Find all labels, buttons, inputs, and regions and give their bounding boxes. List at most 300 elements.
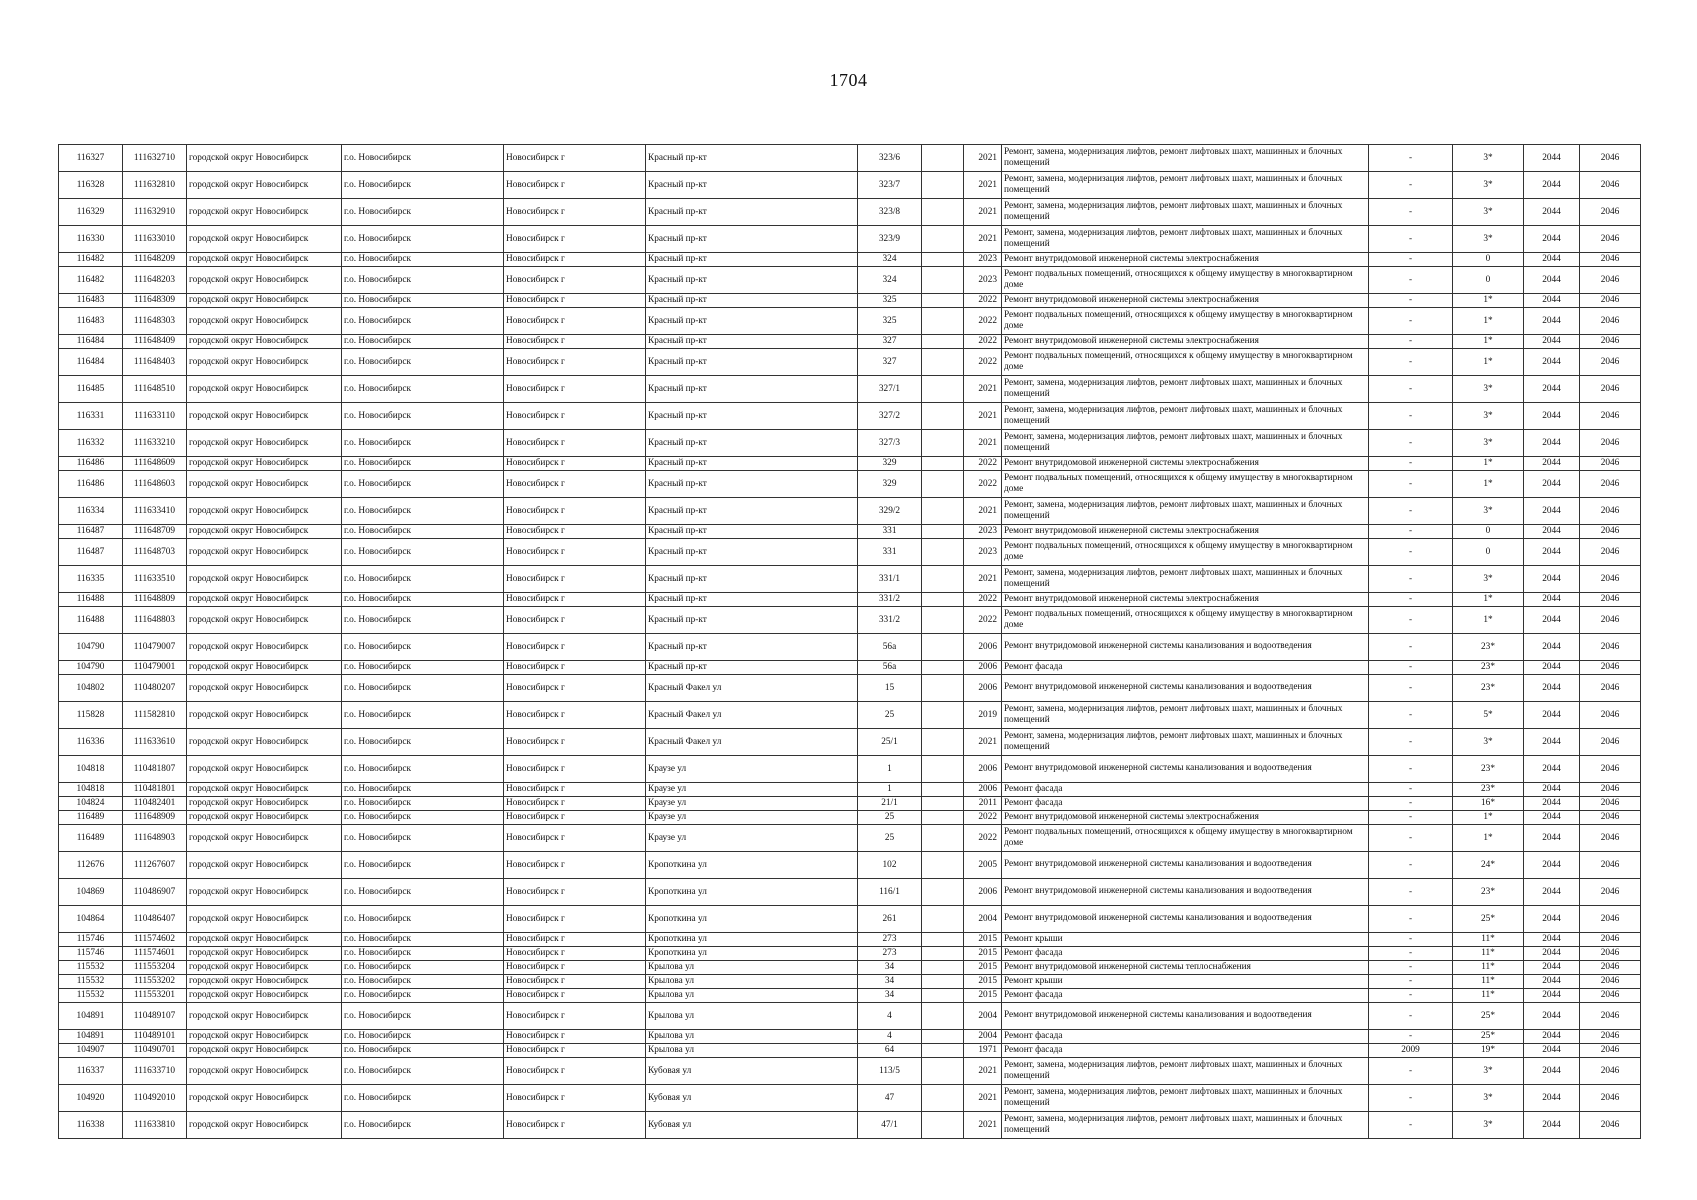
cell-street: Кропоткина ул: [646, 852, 858, 879]
cell-year-last-repair: -: [1369, 430, 1453, 457]
cell-wear: 3*: [1453, 172, 1524, 199]
cell-building: [922, 267, 964, 294]
cell-house-id: 104818: [59, 756, 123, 783]
cell-year-built: 2023: [964, 525, 1002, 539]
table-row: [59, 457, 1641, 471]
cell-work-type: Ремонт подвальных помещений, относящихся к общему имуществу в многоквартирном доме: [1002, 539, 1369, 566]
cell-settlement-short: г.о. Новосибирск: [342, 975, 504, 989]
cell-house-id: 116487: [59, 525, 123, 539]
capital-repair-table: [58, 144, 1641, 1139]
cell-house-id: 115532: [59, 975, 123, 989]
cell-plan-year-end: 2046: [1580, 947, 1641, 961]
cell-house-id: 116482: [59, 267, 123, 294]
cell-work-type: Ремонт подвальных помещений, относящихся к общему имуществу в многоквартирном доме: [1002, 607, 1369, 634]
cell-house-id: 104790: [59, 661, 123, 675]
cell-plan-year-start: 2044: [1524, 661, 1580, 675]
cell-house-number: 21/1: [858, 797, 922, 811]
cell-municipality: городской округ Новосибирск: [187, 702, 342, 729]
cell-plan-year-end: 2046: [1580, 525, 1641, 539]
cell-municipality: городской округ Новосибирск: [187, 1044, 342, 1058]
cell-year-built: 2006: [964, 879, 1002, 906]
cell-record-id: 111632710: [123, 145, 187, 172]
cell-house-id: 116489: [59, 811, 123, 825]
cell-locality: Новосибирск г: [504, 349, 646, 376]
cell-house-number: 1: [858, 756, 922, 783]
cell-street: Красный пр-кт: [646, 457, 858, 471]
cell-plan-year-start: 2044: [1524, 457, 1580, 471]
cell-wear: 1*: [1453, 607, 1524, 634]
cell-street: Крылова ул: [646, 1003, 858, 1030]
cell-building: [922, 172, 964, 199]
cell-locality: Новосибирск г: [504, 457, 646, 471]
cell-settlement-short: г.о. Новосибирск: [342, 783, 504, 797]
cell-street: Краузе ул: [646, 756, 858, 783]
cell-plan-year-start: 2044: [1524, 975, 1580, 989]
cell-plan-year-end: 2046: [1580, 1030, 1641, 1044]
cell-house-number: 1: [858, 783, 922, 797]
cell-wear: 16*: [1453, 797, 1524, 811]
cell-building: [922, 539, 964, 566]
cell-wear: 3*: [1453, 1112, 1524, 1139]
cell-street: Красный Факел ул: [646, 675, 858, 702]
table-row: [59, 879, 1641, 906]
cell-work-type: Ремонт внутридомовой инженерной системы канализования и водоотведения: [1002, 756, 1369, 783]
cell-locality: Новосибирск г: [504, 253, 646, 267]
cell-street: Краузе ул: [646, 783, 858, 797]
cell-work-type: Ремонт фасада: [1002, 947, 1369, 961]
cell-municipality: городской округ Новосибирск: [187, 1003, 342, 1030]
cell-house-id: 116334: [59, 498, 123, 525]
cell-plan-year-start: 2044: [1524, 335, 1580, 349]
cell-plan-year-start: 2044: [1524, 729, 1580, 756]
cell-house-number: 327/1: [858, 376, 922, 403]
cell-year-last-repair: -: [1369, 172, 1453, 199]
cell-house-number: 327: [858, 335, 922, 349]
cell-work-type: Ремонт, замена, модернизация лифтов, ремонт лифтовых шахт, машинных и блочных помещений: [1002, 199, 1369, 226]
cell-record-id: 111582810: [123, 702, 187, 729]
cell-locality: Новосибирск г: [504, 308, 646, 335]
cell-plan-year-start: 2044: [1524, 471, 1580, 498]
table-body: [59, 145, 1641, 1139]
cell-house-id: 116488: [59, 593, 123, 607]
cell-locality: Новосибирск г: [504, 335, 646, 349]
cell-record-id: 110486907: [123, 879, 187, 906]
cell-wear: 3*: [1453, 430, 1524, 457]
cell-locality: Новосибирск г: [504, 376, 646, 403]
cell-year-built: 2022: [964, 335, 1002, 349]
cell-plan-year-end: 2046: [1580, 825, 1641, 852]
cell-work-type: Ремонт подвальных помещений, относящихся к общему имуществу в многоквартирном доме: [1002, 349, 1369, 376]
cell-year-last-repair: -: [1369, 1058, 1453, 1085]
cell-year-last-repair: -: [1369, 634, 1453, 661]
cell-house-id: 104864: [59, 906, 123, 933]
table-row: [59, 756, 1641, 783]
cell-work-type: Ремонт подвальных помещений, относящихся к общему имуществу в многоквартирном доме: [1002, 267, 1369, 294]
cell-house-id: 112676: [59, 852, 123, 879]
cell-year-last-repair: 2009: [1369, 1044, 1453, 1058]
cell-year-built: 2015: [964, 961, 1002, 975]
cell-house-number: 34: [858, 989, 922, 1003]
cell-year-last-repair: -: [1369, 566, 1453, 593]
cell-year-last-repair: -: [1369, 797, 1453, 811]
cell-plan-year-end: 2046: [1580, 811, 1641, 825]
table-row: [59, 975, 1641, 989]
cell-record-id: 111648409: [123, 335, 187, 349]
cell-municipality: городской округ Новосибирск: [187, 349, 342, 376]
cell-house-number: 56а: [858, 634, 922, 661]
cell-building: [922, 825, 964, 852]
cell-settlement-short: г.о. Новосибирск: [342, 593, 504, 607]
cell-wear: 11*: [1453, 989, 1524, 1003]
table-row: [59, 1112, 1641, 1139]
cell-record-id: 110490701: [123, 1044, 187, 1058]
cell-street: Крылова ул: [646, 989, 858, 1003]
cell-house-number: 324: [858, 267, 922, 294]
cell-record-id: 111553204: [123, 961, 187, 975]
cell-plan-year-end: 2046: [1580, 335, 1641, 349]
cell-plan-year-start: 2044: [1524, 675, 1580, 702]
cell-settlement-short: г.о. Новосибирск: [342, 989, 504, 1003]
cell-settlement-short: г.о. Новосибирск: [342, 145, 504, 172]
cell-work-type: Ремонт крыши: [1002, 975, 1369, 989]
cell-plan-year-start: 2044: [1524, 825, 1580, 852]
cell-locality: Новосибирск г: [504, 702, 646, 729]
table-row: [59, 906, 1641, 933]
cell-record-id: 111633510: [123, 566, 187, 593]
cell-house-id: 116336: [59, 729, 123, 756]
cell-year-built: 2022: [964, 607, 1002, 634]
cell-settlement-short: г.о. Новосибирск: [342, 525, 504, 539]
cell-locality: Новосибирск г: [504, 172, 646, 199]
cell-building: [922, 430, 964, 457]
cell-work-type: Ремонт, замена, модернизация лифтов, ремонт лифтовых шахт, машинных и блочных помещений: [1002, 376, 1369, 403]
table-row: [59, 797, 1641, 811]
cell-house-id: 115746: [59, 947, 123, 961]
cell-year-built: 2021: [964, 172, 1002, 199]
cell-municipality: городской округ Новосибирск: [187, 933, 342, 947]
cell-street: Красный пр-кт: [646, 430, 858, 457]
cell-plan-year-end: 2046: [1580, 294, 1641, 308]
cell-wear: 23*: [1453, 879, 1524, 906]
cell-house-id: 116328: [59, 172, 123, 199]
cell-building: [922, 961, 964, 975]
cell-locality: Новосибирск г: [504, 852, 646, 879]
cell-street: Красный пр-кт: [646, 403, 858, 430]
cell-municipality: городской округ Новосибирск: [187, 825, 342, 852]
cell-record-id: 111648709: [123, 525, 187, 539]
table-row: [59, 376, 1641, 403]
cell-settlement-short: г.о. Новосибирск: [342, 172, 504, 199]
cell-work-type: Ремонт, замена, модернизация лифтов, ремонт лифтовых шахт, машинных и блочных помещений: [1002, 566, 1369, 593]
cell-house-id: 116484: [59, 349, 123, 376]
cell-settlement-short: г.о. Новосибирск: [342, 403, 504, 430]
cell-record-id: 111633810: [123, 1112, 187, 1139]
cell-wear: 3*: [1453, 403, 1524, 430]
cell-municipality: городской округ Новосибирск: [187, 539, 342, 566]
cell-plan-year-end: 2046: [1580, 349, 1641, 376]
cell-work-type: Ремонт внутридомовой инженерной системы электроснабжения: [1002, 525, 1369, 539]
cell-work-type: Ремонт подвальных помещений, относящихся к общему имуществу в многоквартирном доме: [1002, 471, 1369, 498]
cell-wear: 1*: [1453, 294, 1524, 308]
cell-year-last-repair: -: [1369, 471, 1453, 498]
cell-work-type: Ремонт внутридомовой инженерной системы канализования и водоотведения: [1002, 675, 1369, 702]
cell-settlement-short: г.о. Новосибирск: [342, 634, 504, 661]
cell-municipality: городской округ Новосибирск: [187, 471, 342, 498]
table-row: [59, 702, 1641, 729]
cell-record-id: 110480207: [123, 675, 187, 702]
cell-municipality: городской округ Новосибирск: [187, 811, 342, 825]
cell-building: [922, 498, 964, 525]
cell-year-last-repair: -: [1369, 906, 1453, 933]
cell-locality: Новосибирск г: [504, 783, 646, 797]
cell-building: [922, 729, 964, 756]
cell-municipality: городской округ Новосибирск: [187, 947, 342, 961]
cell-locality: Новосибирск г: [504, 989, 646, 1003]
cell-year-built: 2006: [964, 675, 1002, 702]
cell-wear: 23*: [1453, 783, 1524, 797]
table-row: [59, 933, 1641, 947]
cell-settlement-short: г.о. Новосибирск: [342, 852, 504, 879]
cell-house-id: 104824: [59, 797, 123, 811]
cell-building: [922, 975, 964, 989]
cell-year-built: 2021: [964, 145, 1002, 172]
cell-plan-year-end: 2046: [1580, 376, 1641, 403]
cell-street: Красный пр-кт: [646, 172, 858, 199]
cell-wear: 1*: [1453, 811, 1524, 825]
cell-year-last-repair: -: [1369, 1030, 1453, 1044]
cell-record-id: 110489107: [123, 1003, 187, 1030]
cell-house-number: 325: [858, 308, 922, 335]
cell-plan-year-end: 2046: [1580, 797, 1641, 811]
cell-plan-year-start: 2044: [1524, 1003, 1580, 1030]
cell-settlement-short: г.о. Новосибирск: [342, 566, 504, 593]
cell-work-type: Ремонт фасада: [1002, 783, 1369, 797]
cell-settlement-short: г.о. Новосибирск: [342, 1112, 504, 1139]
cell-plan-year-end: 2046: [1580, 172, 1641, 199]
cell-locality: Новосибирск г: [504, 756, 646, 783]
cell-wear: 3*: [1453, 145, 1524, 172]
cell-year-built: 2021: [964, 1085, 1002, 1112]
cell-building: [922, 797, 964, 811]
cell-settlement-short: г.о. Новосибирск: [342, 702, 504, 729]
table-row: [59, 430, 1641, 457]
cell-year-built: 2015: [964, 947, 1002, 961]
table-row: [59, 172, 1641, 199]
cell-house-id: 116330: [59, 226, 123, 253]
cell-plan-year-end: 2046: [1580, 675, 1641, 702]
cell-locality: Новосибирск г: [504, 471, 646, 498]
cell-house-id: 104920: [59, 1085, 123, 1112]
cell-house-id: 104907: [59, 1044, 123, 1058]
cell-street: Красный пр-кт: [646, 539, 858, 566]
cell-year-built: 2006: [964, 634, 1002, 661]
cell-street: Красный пр-кт: [646, 634, 858, 661]
table-row: [59, 145, 1641, 172]
cell-street: Красный пр-кт: [646, 335, 858, 349]
cell-house-id: 116482: [59, 253, 123, 267]
cell-settlement-short: г.о. Новосибирск: [342, 675, 504, 702]
cell-house-id: 115532: [59, 989, 123, 1003]
table-row: [59, 335, 1641, 349]
cell-wear: 3*: [1453, 1058, 1524, 1085]
cell-street: Красный пр-кт: [646, 308, 858, 335]
cell-building: [922, 1058, 964, 1085]
cell-plan-year-start: 2044: [1524, 961, 1580, 975]
cell-house-id: 116484: [59, 335, 123, 349]
cell-settlement-short: г.о. Новосибирск: [342, 1058, 504, 1085]
cell-wear: 1*: [1453, 825, 1524, 852]
cell-building: [922, 145, 964, 172]
cell-plan-year-start: 2044: [1524, 349, 1580, 376]
cell-wear: 1*: [1453, 335, 1524, 349]
cell-house-id: 104790: [59, 634, 123, 661]
cell-building: [922, 702, 964, 729]
cell-locality: Новосибирск г: [504, 947, 646, 961]
cell-building: [922, 335, 964, 349]
cell-building: [922, 1030, 964, 1044]
cell-plan-year-end: 2046: [1580, 661, 1641, 675]
cell-year-built: 2022: [964, 308, 1002, 335]
cell-plan-year-end: 2046: [1580, 729, 1641, 756]
cell-building: [922, 675, 964, 702]
cell-work-type: Ремонт фасада: [1002, 797, 1369, 811]
cell-wear: 11*: [1453, 975, 1524, 989]
cell-street: Красный пр-кт: [646, 525, 858, 539]
cell-house-number: 329: [858, 457, 922, 471]
table-row: [59, 294, 1641, 308]
cell-year-built: 2011: [964, 797, 1002, 811]
cell-year-built: 2022: [964, 349, 1002, 376]
cell-year-built: 2021: [964, 430, 1002, 457]
cell-plan-year-end: 2046: [1580, 539, 1641, 566]
table-row: [59, 267, 1641, 294]
cell-locality: Новосибирск г: [504, 593, 646, 607]
cell-settlement-short: г.о. Новосибирск: [342, 1085, 504, 1112]
cell-locality: Новосибирск г: [504, 145, 646, 172]
cell-plan-year-start: 2044: [1524, 607, 1580, 634]
cell-house-id: 116483: [59, 294, 123, 308]
cell-plan-year-end: 2046: [1580, 975, 1641, 989]
cell-record-id: 111632910: [123, 199, 187, 226]
cell-wear: 1*: [1453, 593, 1524, 607]
cell-plan-year-start: 2044: [1524, 947, 1580, 961]
cell-house-number: 331: [858, 525, 922, 539]
cell-settlement-short: г.о. Новосибирск: [342, 539, 504, 566]
cell-year-built: 1971: [964, 1044, 1002, 1058]
cell-year-built: 2022: [964, 825, 1002, 852]
cell-work-type: Ремонт внутридомовой инженерной системы электроснабжения: [1002, 811, 1369, 825]
cell-house-number: 325: [858, 294, 922, 308]
cell-house-number: 323/6: [858, 145, 922, 172]
cell-settlement-short: г.о. Новосибирск: [342, 267, 504, 294]
cell-street: Красный пр-кт: [646, 376, 858, 403]
cell-year-built: 2006: [964, 783, 1002, 797]
cell-locality: Новосибирск г: [504, 825, 646, 852]
cell-plan-year-end: 2046: [1580, 199, 1641, 226]
cell-municipality: городской округ Новосибирск: [187, 906, 342, 933]
cell-wear: 0: [1453, 525, 1524, 539]
cell-wear: 3*: [1453, 566, 1524, 593]
cell-year-last-repair: -: [1369, 1112, 1453, 1139]
cell-street: Красный пр-кт: [646, 607, 858, 634]
cell-street: Красный пр-кт: [646, 226, 858, 253]
cell-year-last-repair: -: [1369, 403, 1453, 430]
cell-plan-year-end: 2046: [1580, 1003, 1641, 1030]
cell-plan-year-start: 2044: [1524, 593, 1580, 607]
cell-year-built: 2023: [964, 253, 1002, 267]
cell-house-id: 116338: [59, 1112, 123, 1139]
cell-year-last-repair: -: [1369, 702, 1453, 729]
table-row: [59, 199, 1641, 226]
cell-plan-year-start: 2044: [1524, 253, 1580, 267]
cell-municipality: городской округ Новосибирск: [187, 376, 342, 403]
cell-plan-year-end: 2046: [1580, 1085, 1641, 1112]
cell-settlement-short: г.о. Новосибирск: [342, 253, 504, 267]
cell-year-last-repair: -: [1369, 525, 1453, 539]
cell-work-type: Ремонт, замена, модернизация лифтов, ремонт лифтовых шахт, машинных и блочных помещений: [1002, 498, 1369, 525]
cell-plan-year-end: 2046: [1580, 430, 1641, 457]
cell-year-last-repair: -: [1369, 376, 1453, 403]
cell-work-type: Ремонт фасада: [1002, 1044, 1369, 1058]
cell-year-built: 2022: [964, 593, 1002, 607]
cell-settlement-short: г.о. Новосибирск: [342, 471, 504, 498]
cell-year-last-repair: -: [1369, 756, 1453, 783]
cell-year-built: 2005: [964, 852, 1002, 879]
cell-plan-year-start: 2044: [1524, 797, 1580, 811]
cell-work-type: Ремонт подвальных помещений, относящихся к общему имуществу в многоквартирном доме: [1002, 308, 1369, 335]
cell-year-built: 2021: [964, 1112, 1002, 1139]
cell-record-id: 111648809: [123, 593, 187, 607]
cell-year-last-repair: -: [1369, 1085, 1453, 1112]
cell-settlement-short: г.о. Новосибирск: [342, 294, 504, 308]
cell-record-id: 110482401: [123, 797, 187, 811]
cell-municipality: городской округ Новосибирск: [187, 267, 342, 294]
cell-house-id: 116489: [59, 825, 123, 852]
cell-house-id: 104802: [59, 675, 123, 702]
cell-house-number: 47/1: [858, 1112, 922, 1139]
cell-wear: 11*: [1453, 961, 1524, 975]
cell-building: [922, 376, 964, 403]
cell-settlement-short: г.о. Новосибирск: [342, 457, 504, 471]
cell-year-built: 2004: [964, 1003, 1002, 1030]
cell-wear: 1*: [1453, 349, 1524, 376]
cell-wear: 23*: [1453, 675, 1524, 702]
cell-work-type: Ремонт внутридомовой инженерной системы электроснабжения: [1002, 457, 1369, 471]
cell-house-number: 34: [858, 961, 922, 975]
cell-plan-year-end: 2046: [1580, 756, 1641, 783]
cell-plan-year-end: 2046: [1580, 471, 1641, 498]
cell-wear: 3*: [1453, 729, 1524, 756]
table-row: [59, 607, 1641, 634]
cell-settlement-short: г.о. Новосибирск: [342, 430, 504, 457]
cell-municipality: городской округ Новосибирск: [187, 1112, 342, 1139]
table-row: [59, 961, 1641, 975]
cell-record-id: 110479001: [123, 661, 187, 675]
cell-settlement-short: г.о. Новосибирск: [342, 797, 504, 811]
cell-house-number: 113/5: [858, 1058, 922, 1085]
cell-plan-year-start: 2044: [1524, 811, 1580, 825]
cell-work-type: Ремонт, замена, модернизация лифтов, ремонт лифтовых шахт, машинных и блочных помещений: [1002, 403, 1369, 430]
cell-plan-year-end: 2046: [1580, 989, 1641, 1003]
cell-year-last-repair: -: [1369, 253, 1453, 267]
table-row: [59, 1030, 1641, 1044]
cell-house-number: 15: [858, 675, 922, 702]
cell-locality: Новосибирск г: [504, 1044, 646, 1058]
cell-municipality: городской округ Новосибирск: [187, 1085, 342, 1112]
cell-locality: Новосибирск г: [504, 797, 646, 811]
cell-house-number: 56а: [858, 661, 922, 675]
cell-street: Кропоткина ул: [646, 879, 858, 906]
